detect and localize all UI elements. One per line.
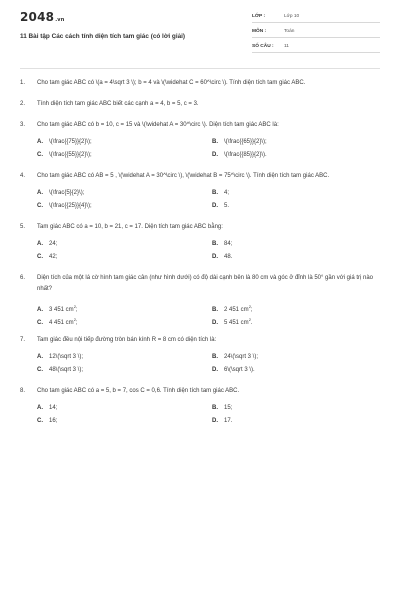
question-number: 2. [20,101,26,107]
question-item [20,222,380,233]
question-text: Cho tam giác ABC có a = 5, b = 7, cos C = 0,6. Tính diện tích tam giác ABC. [37,388,240,394]
option-c[interactable]: C. 42; [37,254,58,260]
question-text: Tam giác đều nội tiếp đường tròn bán kính R = 8 cm có diện tích là: [37,337,217,343]
meta-value: Lớp 10 [284,14,300,19]
question-item [20,78,380,89]
meta-row-subject [252,25,380,38]
question-number: 3. [20,122,26,128]
answer-options [37,239,380,263]
option-c[interactable]: C. 16; [37,418,58,424]
option-a[interactable]: A. \(\frac{5}{2}\); [37,190,85,196]
option-a[interactable]: A. 3 451 $cm^2$; [37,304,78,313]
option-a[interactable]: A. 12\(\sqrt 3 \); [37,354,84,360]
answer-options [37,301,380,325]
logo-suffix: .vn [55,17,65,23]
question-item [20,273,380,295]
option-d[interactable]: D. 5. [212,203,230,209]
logo-main: 2048 [20,10,55,24]
option-b[interactable]: B. 4; [212,190,230,196]
option-b[interactable]: B. 15; [212,405,233,411]
answer-options [37,188,380,212]
option-b[interactable]: B. \(\frac{{65}}{2}\); [212,139,267,145]
meta-value: 11 [284,44,289,49]
meta-label: SỐ CÂU : [252,44,274,49]
question-number: 4. [20,173,26,179]
option-d[interactable]: D. 6\(\sqrt 3 \). [212,367,255,373]
answer-options [37,403,380,427]
option-b[interactable]: B. 2 451 $cm^2$; [212,304,253,313]
document-meta [252,10,380,55]
question-text: Tính diện tích tam giác ABC biết các cạnh a = 4, b = 5, c = 3. [37,101,199,107]
question-list [20,78,380,427]
option-d[interactable]: D. 5 451 $cm^2$. [212,317,253,326]
option-d[interactable]: D. 48. [212,254,233,260]
option-c[interactable]: C. 4 451 $cm^2$; [37,317,78,326]
site-logo[interactable] [20,10,65,24]
meta-value: Toán [284,29,295,34]
question-item [20,171,380,182]
option-b[interactable]: B. 24\(\sqrt 3 \); [212,354,259,360]
meta-label: MÔN : [252,29,267,34]
answer-options [37,352,380,376]
question-number: 8. [20,388,26,394]
answer-options [37,137,380,161]
option-b[interactable]: B. 84; [212,241,233,247]
document-title: 11 Bài tập Các cách tính diện tích tam giác (có lời giải) [20,33,186,40]
question-number: 5. [20,224,26,230]
question-text: Cho tam giác ABC có \(a = 4\sqrt 3 \); b = 4 và \(\widehat C = 60^\circ \). Tính diện tích tam giác ABC. [37,80,306,86]
option-c[interactable]: C. \(\frac{{25}}{4}\); [37,203,92,209]
question-item [20,386,380,397]
meta-label: LỚP : [252,14,266,19]
option-c[interactable]: C. 48\(\sqrt 3 \); [37,367,84,373]
option-a[interactable]: A. 24; [37,241,58,247]
option-a[interactable]: A. 14; [37,405,58,411]
question-item [20,335,380,346]
question-text: Tam giác ABC có a = 10, b = 21, c = 17. Diện tích tam giác ABC bằng: [37,224,223,230]
meta-row-count [252,40,380,53]
question-number: 6. [20,275,26,281]
option-d[interactable]: D. 17. [212,418,233,424]
question-item [20,120,380,131]
option-c[interactable]: C. \(\frac{{55}}{2}\); [37,152,92,158]
question-number: 1. [20,80,26,86]
question-number: 7. [20,337,26,343]
header-divider [20,68,380,69]
question-text: Cho tam giác ABC có b = 10, c = 15 và \(\widehat A = 30^\circ \). Diện tích tam giác ABC là: [37,122,279,128]
question-item [20,99,380,110]
question-text: Cho tam giác ABC có AB = 5 , \(\widehat A = 30^\circ \), \(\widehat B = 75^\circ \). Tính diện tích tam giác ABC. [37,173,330,179]
document-header [20,10,380,62]
option-a[interactable]: A. \(\frac{{75}}{2}\); [37,139,92,145]
meta-row-grade [252,10,380,23]
question-text: Diện tích của một lá cờ hình tam giác cân (như hình dưới) có độ dài cạnh bên là 80 cm và góc ở đỉnh là 50° gần với giá trị nào nhất? [37,275,374,292]
option-d[interactable]: D. \(\frac{{85}}{2}\). [212,152,267,158]
